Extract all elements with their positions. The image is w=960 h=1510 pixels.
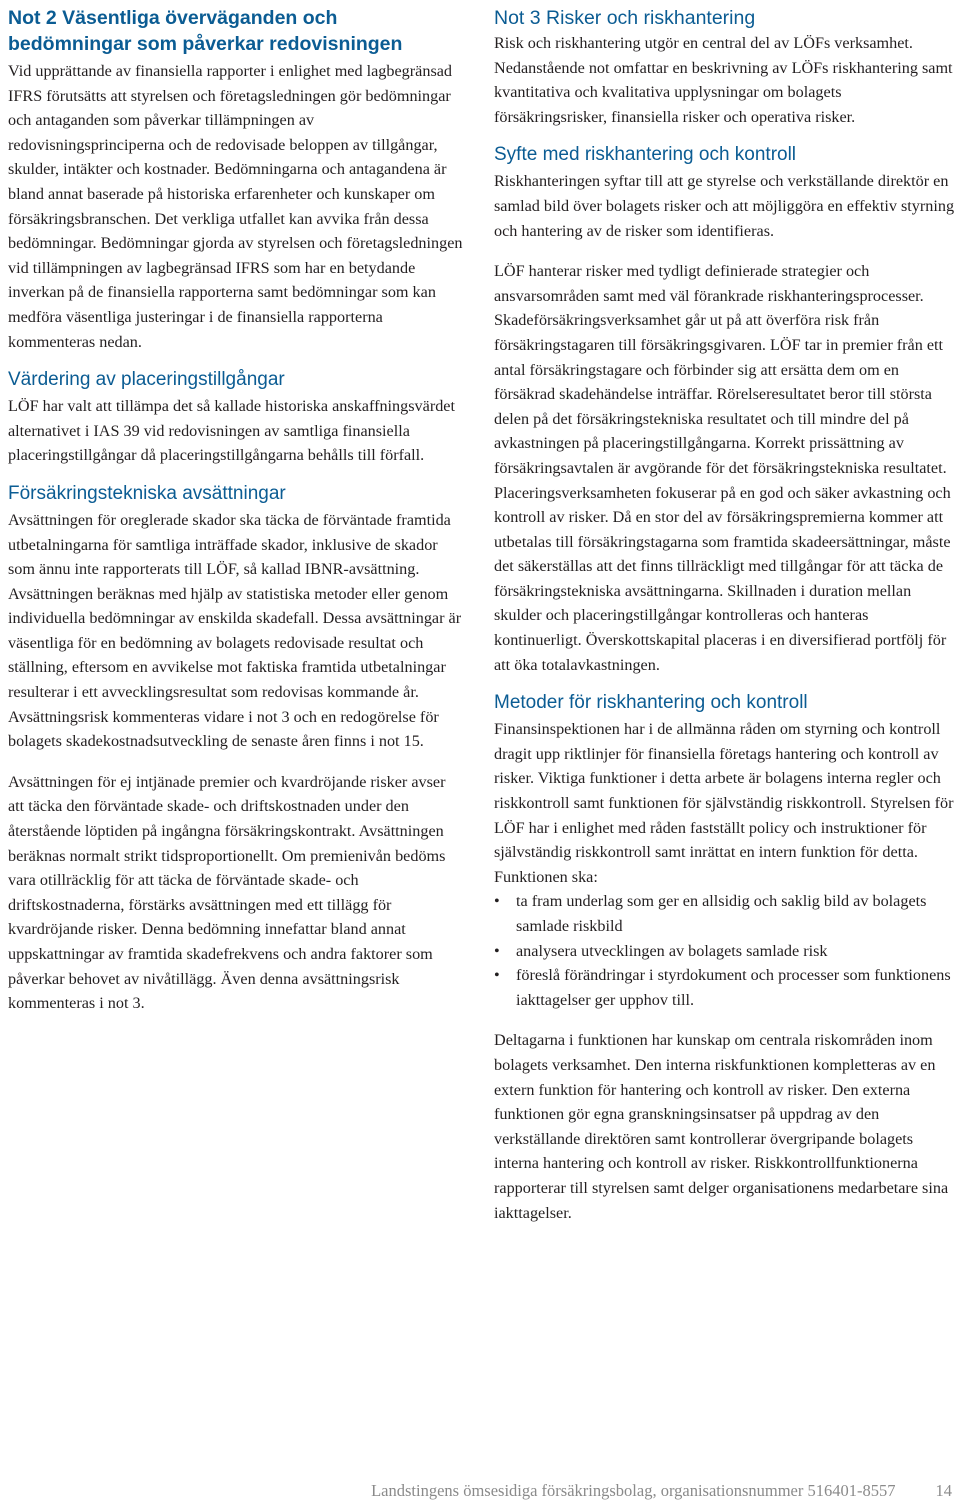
provisions-heading: Försäkringstekniska avsättningar bbox=[8, 482, 286, 504]
page-number: 14 bbox=[935, 1481, 952, 1500]
valuation-heading: Värdering av placeringstillgångar bbox=[8, 369, 285, 391]
function-tasks-list bbox=[494, 889, 956, 1012]
list-item: • ta fram underlag som ger en allsidig och saklig bild av bolagets samlade riskbild bbox=[494, 889, 956, 938]
list-item: • föreslå förändringar i styrdokument och processer som funktionens iakttagelser ger upphov till. bbox=[494, 963, 956, 1012]
left-column bbox=[8, 0, 464, 1016]
note-3-title: Not 3 Risker och riskhantering bbox=[494, 7, 756, 29]
page-footer bbox=[0, 1481, 952, 1501]
provisions-paragraph-1: Avsättningen för oreglerade skador ska täcka de förväntade framtida utbetalningarna för samtliga inträffade skador, inklusive de skador som ännu inte rapporterats till LÖF, så kallad IBNR-avsättning. Avsättningen beräknas med hjälp av statistiska metoder eller genom individuella bedömningar av enskilda skadefall. Dessa avsättningar är väsentliga för en bedömning av bolagets redovisade resultat och ställning, eftersom en avvikelse mot faktiska framtida utbetalningar resulterar i ett avvecklingsresultat som redovisas kommande år. Avsättningsrisk kommenteras vidare i not 3 och en redogörelse för bolagets skadekostnadsutveckling de senaste åren finns i not 15. bbox=[8, 510, 462, 751]
methods-heading: Metoder för riskhantering och kontroll bbox=[494, 692, 808, 714]
methods-paragraph-1: Finansinspektionen har i de allmänna råden om styrning och kontroll dragit upp riktlinjer för finansiella företags hantering och kontroll av risker. Viktiga funktioner i detta arbete är bolagens interna regler och riskkontroll samt funktionen för självständig riskkontroll. Styrelsen för LÖF har i enlighet med råden fastställt policy och instruktioner för självständig riskkontroll samt inrättat en intern funktion för detta. Funktionen ska: bbox=[494, 720, 954, 886]
purpose-heading: Syfte med riskhantering och kontroll bbox=[494, 144, 797, 166]
note-3-intro: Risk och riskhantering utgör en central del av LÖFs verksamhet. Nedanstående not omfattar en beskrivning av LÖFs riskhantering samt kvantitativa och kvalitativa upplysningar om bolagets försäkringsrisker, finansiella risker och operativa risker. bbox=[494, 34, 953, 126]
note-2-intro: Vid upprättande av finansiella rapporter i enlighet med lagbegränsad IFRS förutsätts att styrelsen och företagsledningen gör bedömningar och antaganden som påverkar tillämpningen av redovisningsprinciperna och de redovisade beloppen av tillgångar, skulder, intäkter och kostnader. Bedömningarna och antagandena är bland annat baserade på historiska erfarenheter och kunskaper om försäkringsbranschen. Det verkliga utfallet kan avvika från dessa bedömningar. Bedömningar gjorda av styrelsen och företagsledningen vid tillämpningen av lagbegränsad IFRS som har en betydande inverkan på de finansiella rapporterna samt bedömningar som kan medföra väsentliga justeringar i de finansiella rapporterna kommenteras nedan. bbox=[8, 62, 463, 351]
methods-paragraph-2: Deltagarna i funktionen har kunskap om centrala riskområden inom bolagets verksamhet. Den interna riskfunktionen kompletteras av en extern funktion för hantering och kontroll av risker. Den externa funktionen gör egna granskningsinsatser på uppdrag av den verkställande direktören samt kontrollerar övergripande bolagets interna hantering och kontroll av risker. Riskkontrollfunktionerna rapporterar till styrelsen samt delger organisationens medarbetare sina iakttagelser. bbox=[494, 1031, 949, 1222]
purpose-paragraph-2: LÖF hanterar risker med tydligt definierade strategier och ansvarsområden samt med väl förankrade riskhanteringsprocesser. Skadeförsäkringsverksamhet går ut på att överföra risk från försäkringstagaren till försäkringsgivaren. LÖF tar in premier från ett antal försäkringstagare och förbinder sig att ersätta dem om en försäkrad skadehändelse inträffar. Rörelseresultatet beror till största delen på det försäkringstekniska resultatet och till mindre del på avkastningen på placeringstillgångarna. Korrekt prissättning av försäkringsavtalen är avgörande för det försäkringstekniska resultatet. Placeringsverksamheten fokuserar på en god och säker avkastning och kontroll av risker. Då en stor del av försäkringspremierna kommer att utbetalas till försäkringstagarna som framtida skadeersättningar, måste det säkerställas att det finns tillräckligt med tillgångar för att täcka de försäkringstekniska avsättningarna. Skillnaden i duration mellan skulder och placeringstillgångar kontrolleras och hanteras kontinuerligt. Överskottskapital placeras i en diversifierad portfölj för att öka totalavkastningen. bbox=[494, 262, 951, 674]
footer-company-text: Landstingens ömsesidiga försäkringsbolag, organisationsnummer 516401-8557 bbox=[371, 1481, 896, 1500]
valuation-paragraph: LÖF har valt att tillämpa det så kallade historiska anskaffningsvärdet alternativet i IAS 39 vid redovisningen av samtliga finansiella placeringstillgångar då placeringstillgångarna behålls till förfall. bbox=[8, 397, 455, 465]
note-2-title: Not 2 Väsentliga överväganden och bedömningar som påverkar redovisningen bbox=[8, 7, 403, 55]
list-item: • analysera utvecklingen av bolagets samlade risk bbox=[494, 939, 956, 964]
purpose-paragraph-1: Riskhanteringen syftar till att ge styrelse och verkställande direktör en samlad bild över bolagets risker och att möjliggöra en effektiv styrning och hantering av de risker som identifieras. bbox=[494, 172, 955, 240]
provisions-paragraph-2: Avsättningen för ej intjänade premier och kvardröjande risker avser att täcka den förväntade skade- och driftskostnaden under den återstående löptiden på ingångna försäkringskontrakt. Avsättningen beräknas normalt strikt tidsproportionellt. Om premienivån bedöms vara otillräcklig för att täcka de förväntade skade- och driftskostnaderna, förstärks avsättningen med ett tillägg för kvardröjande risker. Denna bedömning innefattar bland annat uppskattningar av framtida skadefrekvens och andra faktorer som påverkar behovet av nivåtillägg. Även denna avsättningsrisk kommenteras i not 3. bbox=[8, 772, 446, 1013]
right-column bbox=[494, 0, 956, 1225]
